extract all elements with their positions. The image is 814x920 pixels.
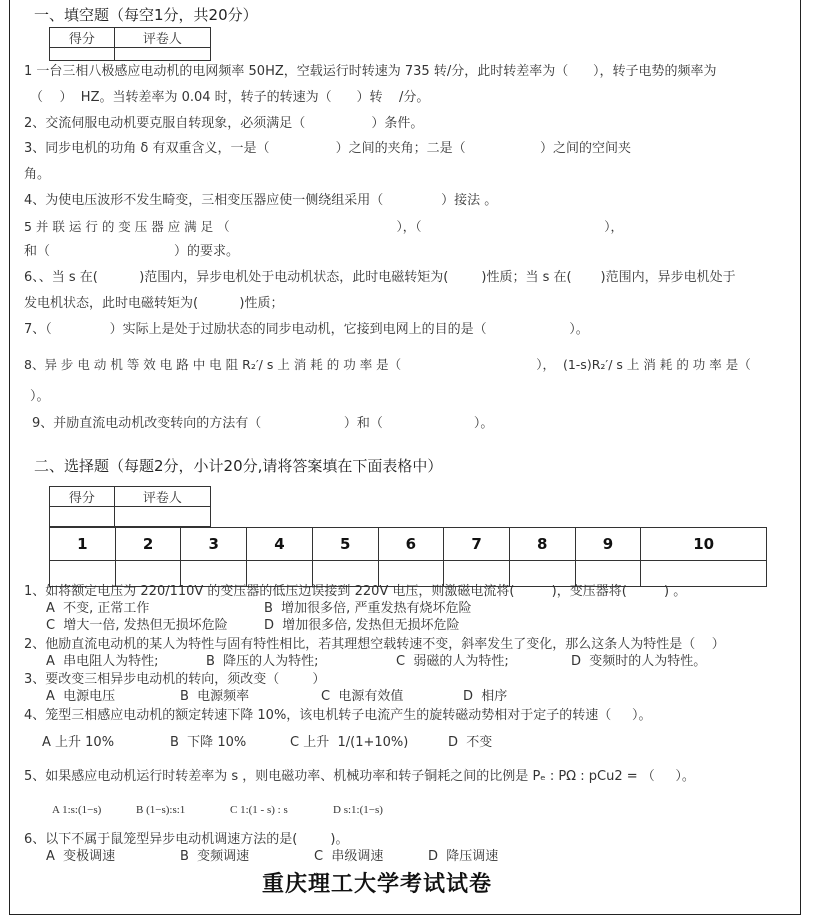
section1-title: 一、填空题（每空1分，共20分） (34, 6, 258, 24)
question-5: 5 并 联 运 行 的 变 压 器 应 满 足 （ ），（ ）， (24, 219, 624, 234)
answer-cell[interactable] (444, 561, 510, 587)
option: D 增加很多倍, 发热但无损坏危险 (264, 618, 460, 633)
answer-number: 4 (247, 528, 313, 561)
question-2: 2、交流伺服电动机要克服自转现象，必须满足（ ）条件。 (24, 116, 424, 131)
option: A 不变, 正常工作 (46, 601, 150, 616)
answer-cell[interactable] (641, 561, 767, 587)
grader-header: 评卷人 (114, 487, 210, 507)
option: C 串级调速 (314, 849, 384, 864)
option: B 下降 10% (170, 735, 247, 750)
answer-cell[interactable] (312, 561, 378, 587)
option: C 上升 1/(1+10%) (290, 735, 409, 750)
option: C 电源有效值 (321, 689, 404, 704)
choice-question-6: 6、以下不属于鼠笼型异步电动机调速方法的是( )。 (24, 832, 349, 847)
choice-question-4: 4、笼型三相感应电动机的额定转速下降 10%，该电机转子电流产生的旋转磁动势相对于定子的转速（ ）。 (24, 708, 652, 723)
question-3: 3、同步电机的功角 δ 有双重含义，一是（ ）之间的夹角；二是（ ）之间的空间夹 (24, 141, 631, 156)
option: D 不变 (448, 735, 493, 750)
score-header: 得分 (50, 487, 115, 507)
option: D 相序 (463, 689, 508, 704)
answer-cell[interactable] (378, 561, 444, 587)
option: C 弱磁的人为特性; (396, 654, 509, 669)
option: B 电源频率 (180, 689, 250, 704)
option: B 变频调速 (180, 849, 250, 864)
answer-number: 8 (509, 528, 575, 561)
choice-question-3: 3、要改变三相异步电动机的转向，须改变（ ） (24, 672, 326, 687)
choice-question-1: 1、如将额定电压为 220/110V 的变压器的低压边误接到 220V 电压，则激磁电流将( )，变压器将( ) 。 (24, 584, 687, 599)
score-table-2 (49, 486, 211, 527)
question-4: 4、为使电压波形不发生畸变，三相变压器应使一侧绕组采用（ ）接法 。 (24, 193, 498, 208)
option: A 变极调速 (46, 849, 116, 864)
question-5-cont: 和（ ）的要求。 (24, 244, 239, 259)
option: D s:1:(1−s) (333, 804, 383, 816)
score-header: 得分 (50, 28, 115, 48)
choice-question-2: 2、他励直流电动机的某人为特性与固有特性相比，若其理想空载转速不变，斜率发生了变化，那么这条人为特性是（ ） (24, 637, 725, 652)
grader-cell[interactable] (114, 507, 210, 527)
question-1: 1 一台三相八极感应电动机的电网频率 50HZ，空载运行时转速为 735 转/分，此时转差率为（ ），转子电势的频率为 (24, 64, 717, 79)
answer-number: 1 (50, 528, 116, 561)
option: C 增大一倍, 发热但无损坏危险 (46, 618, 228, 633)
answer-table (49, 527, 767, 587)
answer-number: 10 (641, 528, 767, 561)
choice-question-5: 5、如果感应电动机运行时转差率为 s ，则电磁功率、机械功率和转子铜耗之间的比例是 Pₑ : PΩ : pCu2 = （ ）。 (24, 769, 695, 784)
section2-title: 二、选择题（每题2分，小计20分,请将答案填在下面表格中） (34, 457, 443, 475)
answer-cell[interactable] (575, 561, 641, 587)
option: A 上升 10% (42, 735, 115, 750)
option: A 电源电压 (46, 689, 116, 704)
question-6-cont: 发电机状态，此时电磁转矩为( )性质； (24, 296, 284, 311)
answer-cell[interactable] (247, 561, 313, 587)
answer-number: 6 (378, 528, 444, 561)
option: C 1:(1 - s) : s (230, 804, 288, 816)
question-9: 9、并励直流电动机改变转向的方法有（ ）和（ ）。 (32, 416, 494, 431)
question-3-cont: 角。 (24, 167, 51, 182)
option: B 降压的人为特性; (206, 654, 319, 669)
answer-number: 7 (444, 528, 510, 561)
score-cell[interactable] (50, 48, 115, 61)
option: A 1:s:(1−s) (52, 804, 102, 816)
option: B (1−s):s:1 (136, 804, 186, 816)
question-6: 6、、当 s 在( )范围内，异步电机处于电动机状态，此时电磁转矩为( )性质；当 s 在( )范围内，异步电机处于 (24, 270, 736, 285)
answer-cell[interactable] (50, 561, 116, 587)
option: A 串电阻人为特性; (46, 654, 159, 669)
score-cell[interactable] (50, 507, 115, 527)
question-1-cont: （ ） HZ。当转差率为 0.04 时，转子的转速为（ ）转 /分。 (30, 90, 430, 105)
grader-header: 评卷人 (114, 28, 210, 48)
footer-title: 重庆理工大学考试试卷 (262, 872, 493, 897)
option: B 增加很多倍, 严重发热有烧坏危险 (264, 601, 472, 616)
question-8: 8、异 步 电 动 机 等 效 电 路 中 电 阻 R₂′/ s 上 消 耗 的 功 率 是（ ）， (1-s)R₂′/ s 上 消 耗 的 功 率 是（ (24, 357, 751, 372)
answer-number: 2 (115, 528, 181, 561)
answer-cell[interactable] (181, 561, 247, 587)
answer-cell[interactable] (115, 561, 181, 587)
answer-cell[interactable] (509, 561, 575, 587)
answer-number: 5 (312, 528, 378, 561)
score-table-1 (49, 27, 211, 61)
grader-cell[interactable] (114, 48, 210, 61)
answer-number: 9 (575, 528, 641, 561)
question-7: 7、（ ）实际上是处于过励状态的同步电动机，它接到电网上的目的是（ ）。 (24, 322, 589, 337)
question-8-cont: ）。 (30, 389, 50, 404)
answer-number: 3 (181, 528, 247, 561)
option: D 降压调速 (428, 849, 499, 864)
option: D 变频时的人为特性。 (571, 654, 707, 669)
